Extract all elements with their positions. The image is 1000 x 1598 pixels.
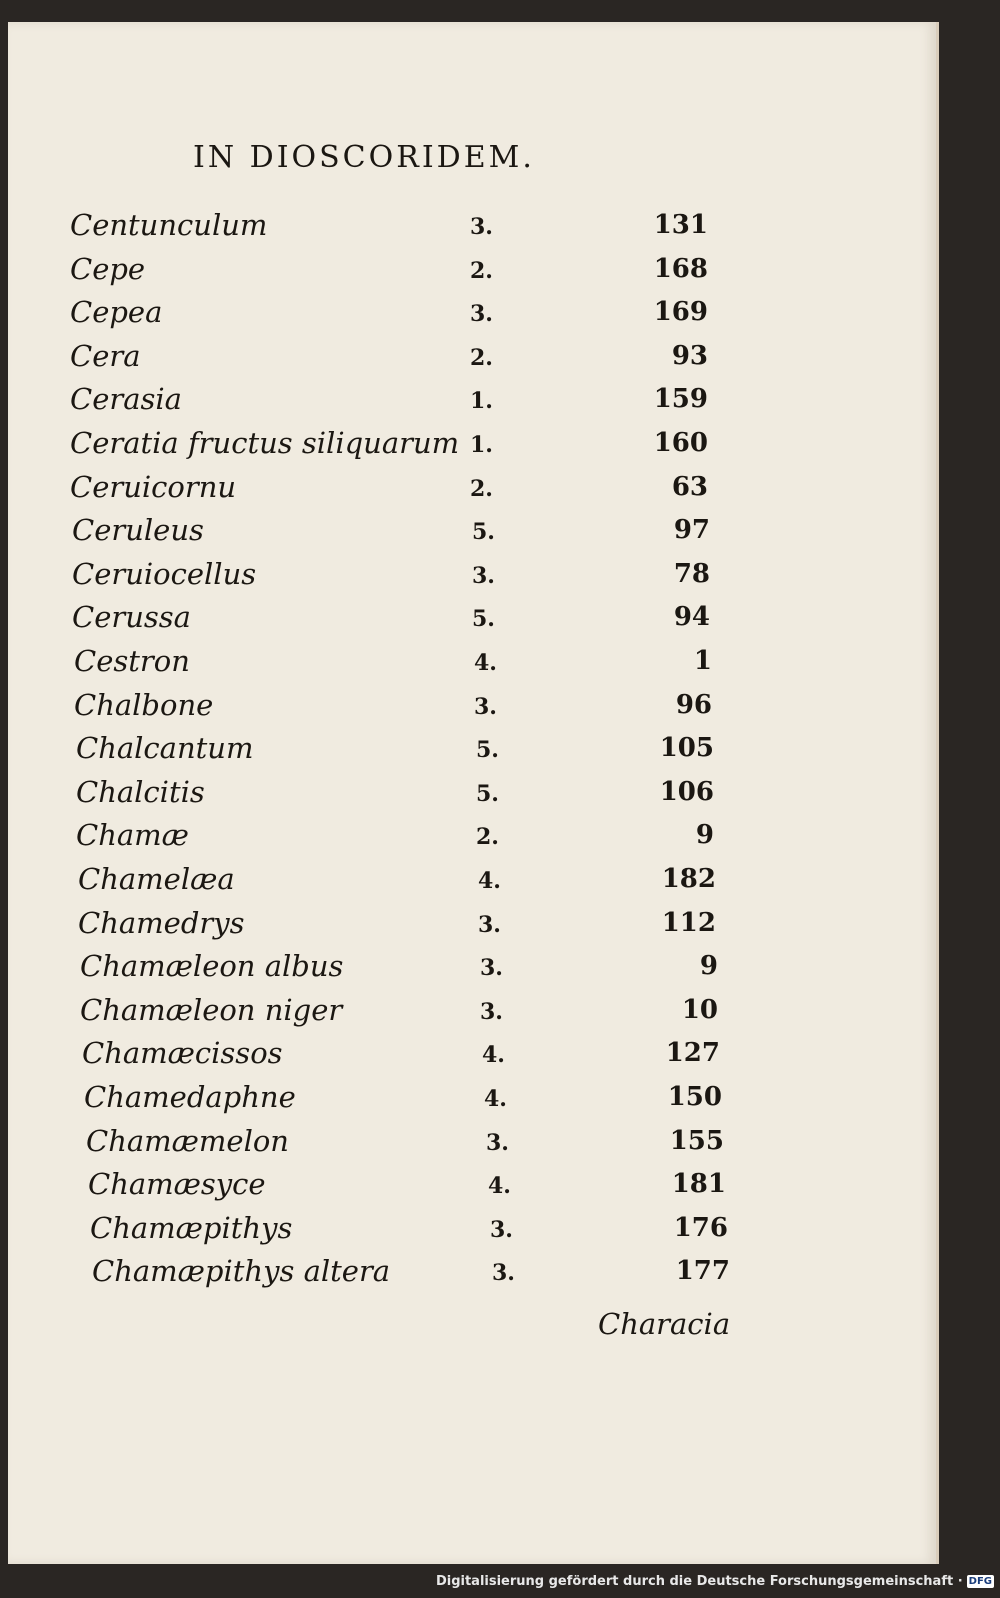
entry-book: 3.	[472, 562, 495, 589]
entry-name: Cera	[70, 338, 141, 373]
digitization-credit	[436, 1569, 994, 1593]
index-entry	[8, 426, 936, 470]
entry-name: Chamæpithys	[90, 1210, 293, 1245]
index-entry	[8, 252, 936, 296]
entry-name: Chamæleon niger	[80, 992, 343, 1027]
entry-book: 4.	[478, 868, 501, 894]
entry-name: Chamelæa	[78, 862, 235, 896]
entry-book: 3.	[480, 998, 503, 1025]
entry-chapter: 112	[661, 907, 716, 938]
entry-chapter: 181	[671, 1169, 726, 1200]
entry-book: 1.	[470, 432, 493, 458]
entry-chapter: 94	[673, 602, 710, 633]
index-entry	[20, 1036, 948, 1080]
entry-name: Chamæcissos	[82, 1036, 283, 1071]
index-entry	[8, 470, 936, 514]
entry-name: Cerasia	[70, 382, 182, 417]
entry-chapter: 168	[653, 253, 708, 284]
entry-name: Chamæpithys altera	[92, 1254, 391, 1289]
index-entry	[8, 382, 936, 426]
index-entry	[8, 339, 936, 383]
index-entry	[16, 862, 944, 906]
index-entry	[10, 513, 938, 557]
entry-book: 5.	[472, 606, 495, 633]
entry-book: 4.	[484, 1086, 507, 1112]
credit-text: Digitalisierung gefördert durch die Deutsche Forschungsgemeinschaft ·	[435, 1573, 963, 1589]
catchword: Characia	[598, 1307, 731, 1341]
entry-chapter: 127	[665, 1038, 720, 1069]
entry-chapter: 93	[671, 340, 708, 371]
entry-book: 5.	[476, 780, 499, 807]
entry-book: 2.	[470, 475, 493, 502]
entry-book: 3.	[478, 911, 501, 938]
entry-chapter: 106	[659, 776, 714, 807]
entry-chapter: 10	[681, 994, 718, 1025]
index-entry	[24, 1124, 952, 1168]
index-entry	[22, 1080, 950, 1124]
index-entry	[30, 1254, 958, 1298]
entry-name: Chalcitis	[76, 774, 205, 809]
entry-name: Cepea	[70, 295, 163, 330]
entry-chapter: 150	[667, 1082, 722, 1112]
index-entry	[16, 906, 944, 950]
entry-book: 2.	[470, 344, 493, 371]
entry-name: Chalbone	[74, 687, 214, 722]
entry-name: Chamæsyce	[88, 1167, 266, 1202]
entry-book: 3.	[492, 1260, 515, 1287]
index-entry	[8, 208, 936, 252]
entry-book: 3.	[480, 955, 503, 982]
entry-name: Chamæleon albus	[80, 949, 344, 984]
entry-chapter: 169	[653, 297, 708, 328]
entry-book: 2.	[476, 824, 499, 851]
book-page	[8, 22, 939, 1564]
index-entry	[14, 731, 942, 775]
entry-name: Chamedaphne	[84, 1080, 296, 1114]
entry-chapter: 9	[695, 820, 714, 851]
index-entry	[14, 818, 942, 862]
entry-book: 4.	[474, 650, 497, 676]
entry-name: Chamedrys	[78, 905, 245, 940]
entry-book: 3.	[486, 1129, 509, 1156]
entry-book: 5.	[472, 519, 495, 546]
index-entry	[28, 1211, 956, 1255]
entry-chapter: 160	[653, 428, 708, 458]
entry-book: 1.	[470, 388, 493, 415]
index-entry	[8, 295, 936, 339]
entry-book: 3.	[490, 1216, 513, 1243]
entry-name: Ceruicornu	[70, 469, 237, 504]
entry-chapter: 131	[653, 210, 708, 240]
index-entry	[10, 557, 938, 601]
entry-chapter: 63	[671, 471, 708, 502]
dfg-logo: DFG	[968, 1575, 992, 1587]
index-entry	[18, 949, 946, 993]
entry-book: 3.	[474, 693, 497, 720]
entry-book: 3.	[470, 301, 493, 328]
entry-book: 5.	[476, 737, 499, 764]
entry-chapter: 105	[659, 733, 714, 764]
entry-name: Chamæmelon	[86, 1123, 289, 1158]
index-entry	[12, 688, 940, 732]
entry-book: 2.	[470, 257, 493, 284]
index-entry	[26, 1167, 954, 1211]
index-entry	[10, 600, 938, 644]
entry-chapter: 97	[673, 515, 710, 546]
entry-chapter: 1	[693, 646, 712, 676]
entry-name: Cepe	[70, 251, 146, 286]
entry-name: Ceruiocellus	[72, 556, 257, 591]
running-head: IN DIOSCORIDEM.	[193, 140, 535, 175]
entry-name: Ceratia fructus siliquarum	[70, 426, 460, 460]
entry-name: Cerussa	[72, 600, 191, 635]
entry-chapter: 9	[699, 951, 718, 982]
entry-name: Ceruleus	[72, 513, 204, 548]
entry-chapter: 155	[669, 1125, 724, 1156]
index-entry	[14, 775, 942, 819]
entry-name: Centunculum	[70, 208, 268, 242]
entry-chapter: 176	[673, 1212, 728, 1243]
entry-book: 4.	[482, 1042, 505, 1069]
entry-chapter: 96	[675, 689, 712, 720]
entry-name: Chamæ	[76, 818, 189, 853]
entry-chapter: 78	[673, 558, 710, 589]
index-entry	[18, 993, 946, 1037]
entry-book: 4.	[488, 1173, 511, 1200]
entry-name: Cestron	[74, 644, 190, 678]
index-entry	[12, 644, 940, 688]
entry-chapter: 182	[661, 864, 716, 894]
entry-book: 3.	[470, 214, 493, 240]
entry-chapter: 159	[653, 384, 708, 415]
entry-chapter: 177	[675, 1256, 730, 1287]
entry-name: Chalcantum	[76, 731, 254, 766]
